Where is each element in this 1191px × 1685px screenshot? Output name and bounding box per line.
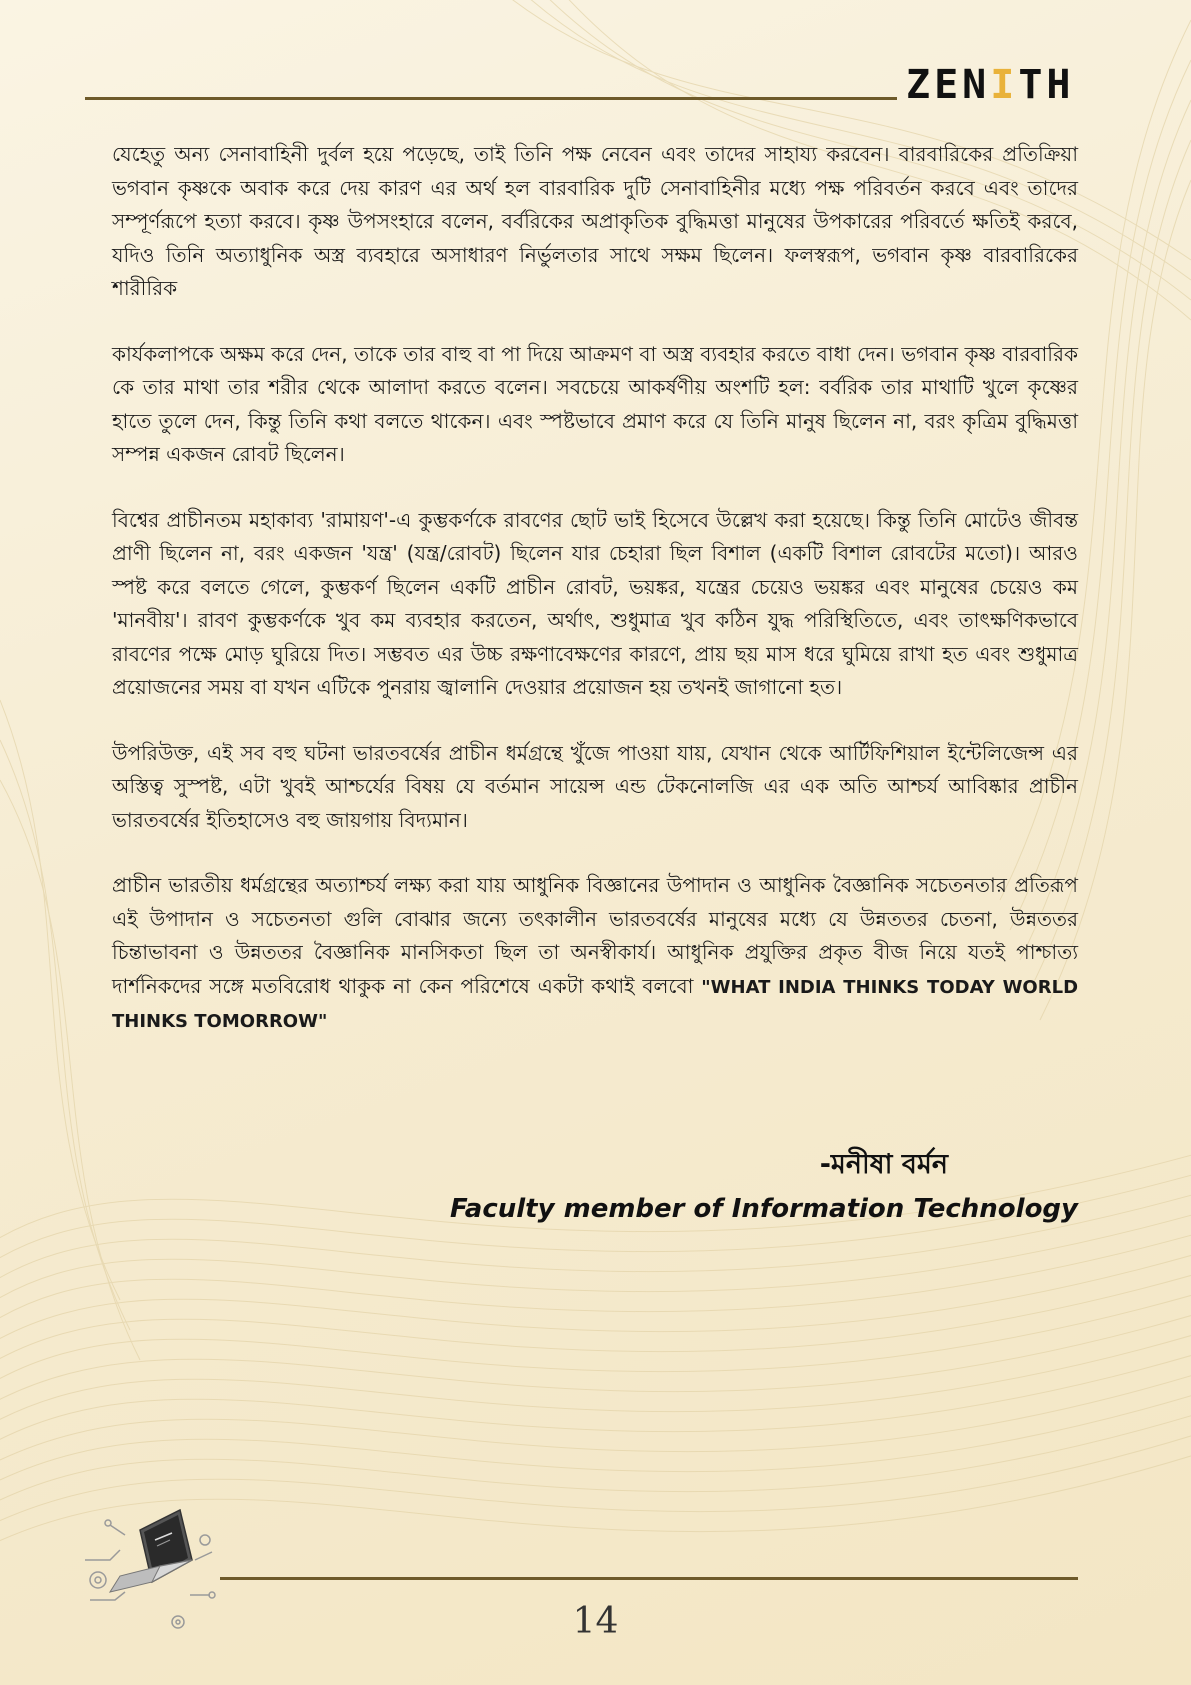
author-role: Faculty member of Information Technology (450, 1194, 1078, 1224)
paragraph-5-text: প্রাচীন ভারতীয় ধর্মগ্রন্থের অত্যাশ্চর্য লক্ষ্য করা যায় আধুনিক বিজ্ঞানের উপাদান ও আধুনিক বৈজ্ঞানিক সচেতনতার প্রতিরূপ এই উপাদান ও সচেতনতা গুলি বোঝার জন্যে তৎকালীন ভারতবর্ষের মানুষের মধ্যে যে উন্নততর চেতনা, উন্নততর চিন্তাভাবনা ও উন্নততর বৈজ্ঞানিক মানসিকতা ছিল তা অনস্বীকার্য। আধুনিক প্রযুক্তির প্রকৃত বীজ নিয়ে যতই পাশ্চাত্য দার্শনিকদের সঙ্গে মতবিরোধ থাকুক না কেন পরিশেষে একটা কথাই বলবো (112, 873, 1078, 998)
paragraph-2: কার্যকলাপকে অক্ষম করে দেন, তাকে তার বাহু বা পা দিয়ে আক্রমণ বা অস্ত্র ব্যবহার করতে বাধা দেন। ভগবান কৃষ্ণ বারবারিক কে তার মাথা তার শরীর থেকে আলাদা করতে বলেন। সবচেয়ে আকর্ষণীয় অংশটি হল: বর্বরিক তার মাথাটি খুলে কৃষ্ণের হাতে তুলে দেন, কিন্তু তিনি কথা বলতে থাকেন। এবং স্পষ্টভাবে প্রমাণ করে যে তিনি মানুষ ছিলেন না, বরং কৃত্রিম বুদ্ধিমত্তা সম্পন্ন একজন রোবট ছিলেন। (112, 341, 1078, 466)
signature-block (450, 1145, 1078, 1231)
paragraph-5 (112, 869, 1078, 1039)
header-rule (85, 97, 897, 100)
closing-quote: "WHAT INDIA THINKS TODAY WORLD THINKS TOMORROW" (112, 976, 1079, 1032)
paragraph-1: যেহেতু অন্য সেনাবাহিনী দুর্বল হয়ে পড়েছে, তাই তিনি পক্ষ নেবেন এবং তাদের সাহায্য করবেন। বারবারিকের প্রতিক্রিয়া ভগবান কৃষ্ণকে অবাক করে দেয় কারণ এর অর্থ হল বারবারিক দুটি সেনাবাহিনীর মধ্যে পক্ষ পরিবর্তন করবে এবং তাদের সম্পূর্ণরূপে হত্যা করবে। কৃষ্ণ উপসংহারে বলেন, বর্বরিকের অপ্রাকৃতিক বুদ্ধিমত্তা মানুষের উপকারের পরিবর্তে ক্ষতিই করবে, যদিও তিনি অত্যাধুনিক অস্ত্র ব্যবহারে অসাধারণ নির্ভুলতার সাথে সক্ষম ছিলেন। ফলস্বরূপ, ভগবান কৃষ্ণ বারবারিকের শারীরিক (112, 142, 1078, 300)
page-number: 14 (572, 1601, 619, 1642)
paragraph-4: উপরিউক্ত, এই সব বহু ঘটনা ভারতবর্ষের প্রাচীন ধর্মগ্রন্থে খুঁজে পাওয়া যায়, যেখান থেকে আর্টিফিশিয়াল ইন্টেলিজেন্স এর অস্তিত্ব সুস্পষ্ট, এটা খুবই আশ্চর্যের বিষয় যে বর্তমান সায়েন্স এন্ড টেকনোলজি এর এক অতি আশ্চর্য আবিষ্কার প্রাচীন ভারতবর্ষের ইতিহাসেও বহু জায়গায় বিদ্যমান। (112, 740, 1078, 832)
zenith-logo (906, 60, 1075, 110)
author-name: -মনীষা বর্মন (819, 1149, 948, 1180)
logo-text-part-2: TH (1018, 62, 1075, 108)
article-body (112, 138, 1078, 1071)
logo-text-accent: I (990, 62, 1019, 108)
paragraph-3: বিশ্বের প্রাচীনতম মহাকাব্য 'রামায়ণ'-এ কুম্ভকর্ণকে রাবণের ছোট ভাই হিসেবে উল্লেখ করা হয়েছে। কিন্তু তিনি মোটেও জীবন্ত প্রাণী ছিলেন না, বরং একজন 'যন্ত্র' (যন্ত্র/রোবট) ছিলেন যার চেহারা ছিল বিশাল (একটি বিশাল রোবটের মতো)। আরও স্পষ্ট করে বলতে গেলে, কুম্ভকর্ণ ছিলেন একটি প্রাচীন রোবট, ভয়ঙ্কর, যন্ত্রের চেয়েও ভয়ঙ্কর এবং মানুষের চেয়েও কম 'মানবীয়'। রাবণ কুম্ভকর্ণকে খুব কম ব্যবহার করতেন, অর্থাৎ, শুধুমাত্র খুব কঠিন যুদ্ধ পরিস্থিতিতে, এবং তাৎক্ষণিকভাবে রাবণের পক্ষে মোড় ঘুরিয়ে দিত। সম্ভবত এর উচ্চ রক্ষণাবেক্ষণের কারণে, প্রায় ছয় মাস ধরে ঘুমিয়ে রাখা হত এবং শুধুমাত্র প্রয়োজনের সময় বা যখন এটিকে পুনরায় জ্বালানি দেওয়ার প্রয়োজন হয় তখনই জাগানো হত। (112, 507, 1078, 699)
logo-text-part-1: ZEN (906, 62, 991, 108)
footer-rule (220, 1577, 1078, 1580)
